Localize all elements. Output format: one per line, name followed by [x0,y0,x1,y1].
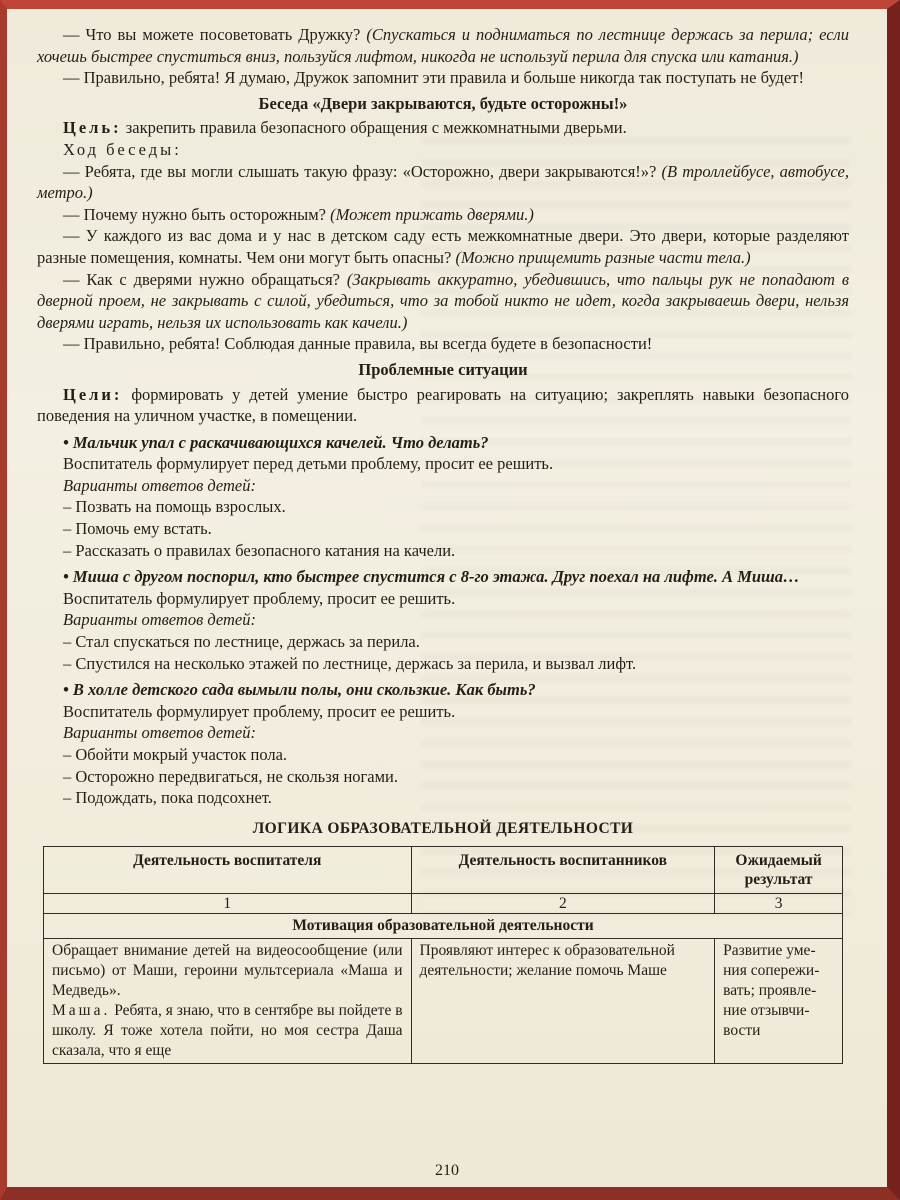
situation-intro: Воспитатель формулирует проблему, просит ее решить. [63,588,456,608]
procedure-label-paragraph [37,139,849,161]
cell-children-activity: Проявляют интерес к образовательной деятельности; желание помочь Маше [411,939,715,1064]
column-header-children: Деятельность воспитанников [411,847,715,894]
answer-item: – Стал спускаться по лестнице, держась за перила. [63,632,420,652]
situation-title: • Мальчик упал с раскачивающихся качелей. Что делать? [63,432,489,452]
situation-title: • Миша с другом поспорил, кто быстрее спустится с 8-го этажа. Друг поехал на лифте. А Миша… [63,567,800,587]
speaker-name: Маша. [52,1002,111,1020]
answer-item: – Обойти мокрый участок пола. [63,745,288,764]
table-section-header: Мотивация образовательной деятельности [44,914,843,939]
procedure-label: Ход беседы: [63,139,182,159]
answer-item: – Спустился на несколько этажей по лестнице, держась за перила, и вызвал лифт. [63,653,637,673]
column-number: 1 [44,894,412,914]
section-heading-beseda: Беседа «Двери закрываются, будьте осторожны!» [258,93,628,113]
variants-label: Варианты ответов детей: [63,610,257,630]
page-number: 210 [435,1162,459,1179]
column-header-result: Ожидаемый результат [715,847,843,894]
teacher-question: — Что вы можете посоветовать Дружку? [63,25,367,44]
expected-answer: (Закрывать аккуратно, убедившись, что пальцы рук не попадают в дверной проем, не закрывать с силой, убедиться, что за тобой никто не идет, когда закрываешь двери, нельзя дверями играть, нельзя их использовать как качели.) [37,269,849,332]
answer-item: – Рассказать о правилах безопасного катания на качели. [63,540,456,560]
teacher-activity-text: Обращает внимание детей на видеосообщение (или письмо) от Маши, героини мультсериала «Маша и Медведь». [52,942,403,1000]
expected-answer: (Спускаться и подниматься по лестнице держась за перила; если хочешь быстрее спуститься вниз, пользуйся лифтом, никогда не используй перила для спуска или катания.) [37,25,849,66]
goal-paragraph [37,117,849,139]
expected-answer: (В троллейбусе, автобусе, метро.) [37,161,849,203]
table-row [44,939,843,1064]
goal-text: закрепить правила безопасного обращения с межкомнатными дверьми. [125,118,627,138]
teacher-question: — Как с дверями нужно обращаться? [63,269,347,289]
speech-text: Ребята, я знаю, что в сентябре вы пойдете в школу. Я тоже хотела пойти, но моя сестра Даша сказала, что я еще [52,1002,403,1060]
answer-item: – Осторожно передвигаться, не скользя ногами. [63,766,399,786]
teacher-question: — Ребята, где вы могли слышать такую фразу: «Осторожно, двери закрываются!»? [63,161,662,181]
goals-paragraph [37,384,849,427]
column-header-teacher: Деятельность воспитателя [44,847,412,894]
teacher-question: — Почему нужно быть осторожным? [63,204,331,224]
dialogue-paragraph: — Правильно, ребята! Соблюдая данные правила, вы всегда будете в безопасности! [63,334,653,354]
goals-label: Цели: [63,384,123,404]
table-section-row [44,914,843,939]
educational-activity-table [43,846,843,1064]
page-content [7,9,887,1064]
masha-speech [52,1001,403,1061]
expected-answer: (Может прижать дверями.) [330,204,534,224]
dialogue-paragraph [37,161,849,204]
variants-label: Варианты ответов детей: [63,475,257,495]
answer-item: – Позвать на помощь взрослых. [63,497,286,517]
section-heading-problem-situations: Проблемные ситуации [358,359,528,379]
expected-answer: (Можно прищемить разные части тела.) [455,247,751,267]
dialogue-paragraph: — Правильно, ребята! Я думаю, Дружок запомнит эти правила и больше никогда так поступать не будет! [63,68,804,88]
dialogue-paragraph [37,225,849,268]
situation-intro: Воспитатель формулирует проблему, просит ее решить. [63,701,456,721]
column-number-row [44,894,843,914]
answer-item: – Помочь ему встать. [63,519,212,539]
column-number: 3 [715,894,843,914]
variants-label: Варианты ответов детей: [63,723,257,743]
table-title: ЛОГИКА ОБРАЗОВАТЕЛЬНОЙ ДЕЯТЕЛЬНОСТИ [252,819,634,837]
answer-item: – Подождать, пока подсохнет. [63,788,272,808]
goals-text: формировать у детей умение быстро реагировать на ситуацию; закреплять навыки безопасного поведения на уличном участке, в помещении. [37,384,849,426]
situation-intro: Воспитатель формулирует перед детьми проблему, просит ее решить. [63,454,554,474]
table-header-row [44,847,843,894]
column-number: 2 [411,894,715,914]
cell-teacher-activity [44,939,412,1064]
situation-title: • В холле детского сада вымыли полы, они скользкие. Как быть? [63,680,536,700]
dialogue-paragraph [37,204,849,226]
dialogue-paragraph [37,24,849,67]
dialogue-paragraph [37,269,849,334]
teacher-question: — У каждого из вас дома и у нас в детском саду есть межкомнатные двери. Это двери, которые разделяют разные помещения, комнаты. Чем они могут быть опасны? [37,226,849,267]
goal-label: Цель: [63,118,122,138]
cell-expected-result: Развитие умения сопереживать; проявление отзывчивости [715,939,843,1064]
